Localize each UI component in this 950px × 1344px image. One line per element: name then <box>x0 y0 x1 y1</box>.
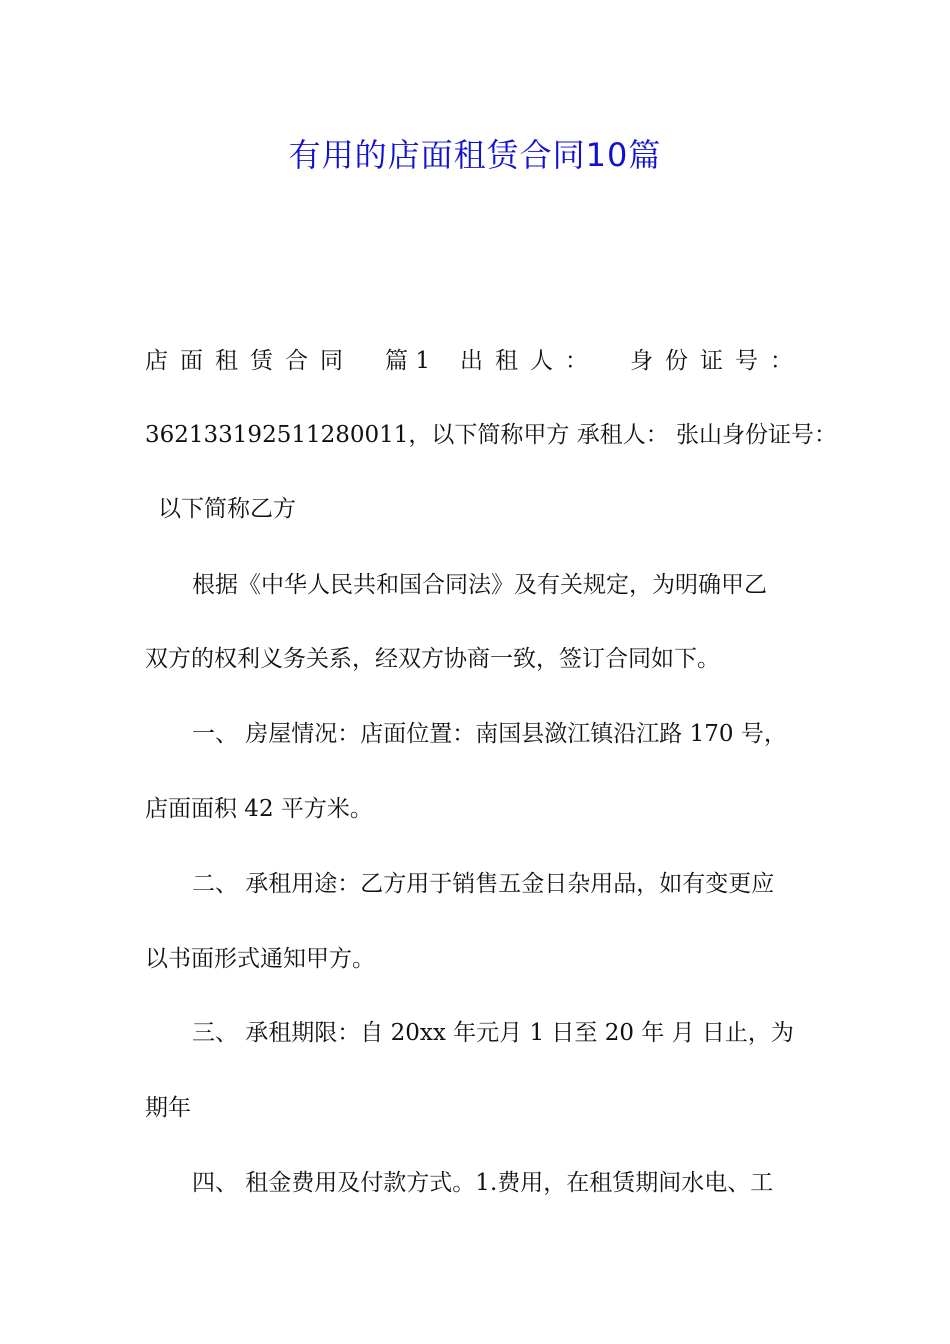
body-line-5: 一、 房屋情况：店面位置：南国县潋江镇沿江路 170 号， <box>192 721 787 747</box>
chapter-label: 篇 1 <box>385 348 430 374</box>
body-line-1: 362133192511280011，以下简称甲方 承租人： 张山身份证号： <box>145 422 838 448</box>
body-line-8: 以书面形式通知甲方。 <box>145 946 375 972</box>
contract-header-line <box>145 346 805 376</box>
id-number-label: 身份证号： <box>630 348 805 374</box>
body-line-9: 三、 承租期限：自 20xx 年元月 1 日至 20 年 月 日止，为 <box>192 1020 794 1046</box>
body-line-11: 四、 租金费用及付款方式。1.费用，在租赁期间水电、工 <box>192 1170 774 1196</box>
body-line-6: 店面面积 42 平方米。 <box>145 796 373 822</box>
body-line-4: 双方的权利义务关系，经双方协商一致，签订合同如下。 <box>145 646 720 672</box>
body-line-7: 二、 承租用途：乙方用于销售五金日杂用品，如有变更应 <box>192 871 775 897</box>
body-line-3: 根据《中华人民共和国合同法》及有关规定，为明确甲乙 <box>192 572 767 598</box>
document-title: 有用的店面租赁合同10篇 <box>288 136 662 174</box>
contract-name: 店面租赁合同 <box>145 348 355 374</box>
body-line-10: 期年 <box>145 1095 191 1121</box>
lessor-label: 出租人： <box>459 348 600 374</box>
body-line-2: 以下简称乙方 <box>158 496 296 522</box>
